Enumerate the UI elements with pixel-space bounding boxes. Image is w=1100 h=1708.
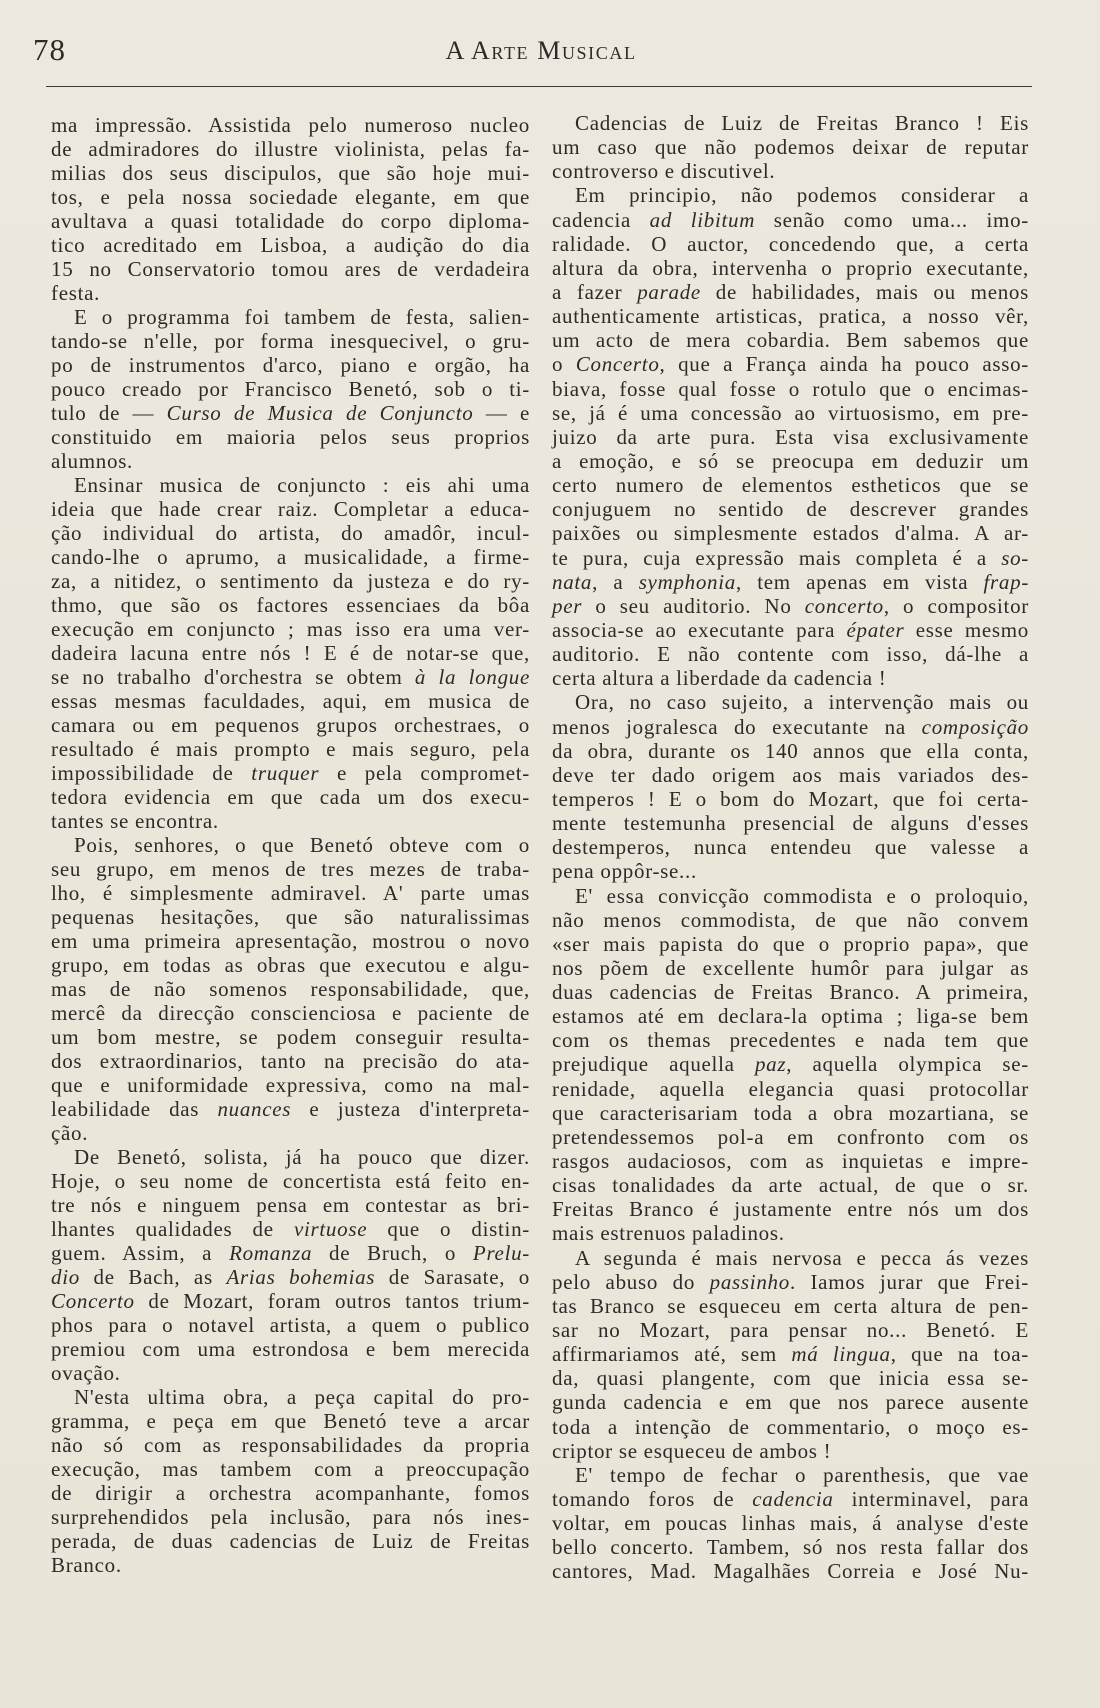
paragraph [51, 1145, 530, 1385]
text-line [51, 761, 530, 785]
text-segment: leabilidade das [51, 1097, 218, 1121]
text-line [552, 1342, 1029, 1366]
text-line: thmo, que são os factores essenciaes da bôa [51, 593, 530, 617]
text-segment: , o compositor [883, 593, 1029, 618]
text-segment: , tem apenas em vista [735, 569, 984, 594]
paragraph [51, 305, 530, 473]
text-segment: tomando foros de [552, 1487, 753, 1512]
text-line: altura da obra, intervenha o proprio executante, [552, 255, 1029, 280]
text-line: seu grupo, em menos de tres mezes de traba- [51, 857, 530, 881]
text-segment: que o distin- [367, 1217, 530, 1241]
text-line [51, 1265, 530, 1289]
text-line: 15 no Conservatorio tomou ares de verdadeira [51, 257, 530, 281]
text-line: rasgos audaciosos, com as inquietas e impre- [552, 1149, 1029, 1174]
paragraph [552, 111, 1029, 183]
text-line: festa. [51, 281, 101, 305]
italic-text: parade [637, 279, 701, 304]
text-line: execução em conjuncto ; mas isso era uma ver- [51, 617, 530, 641]
text-line: tando-se n'elle, por forma inesquecivel, o gru- [51, 329, 530, 353]
italic-text: Concerto [575, 352, 660, 377]
text-line: certa altura a liberdade da cadencia ! [552, 666, 887, 691]
text-line: tos, e pela nossa sociedade elegante, em que [51, 185, 530, 209]
text-line: resultado é mais prompto e mais seguro, pela [51, 737, 530, 761]
italic-text: composição [921, 714, 1029, 739]
italic-text: Romanza [229, 1241, 313, 1265]
paragraph [552, 690, 1029, 883]
text-line: N'esta ultima obra, a peça capital do pro- [74, 1385, 530, 1409]
text-segment: pelo abuso do [552, 1269, 710, 1294]
text-segment: interminavel, para [833, 1487, 1029, 1512]
text-segment: senão como uma... imo- [755, 207, 1029, 232]
text-line: camara ou em pequenos grupos orchestraes, o [51, 713, 530, 737]
text-line: milias dos seus discipulos, que são hoje mui- [51, 161, 530, 185]
text-line: dadeira lacuna entre nós ! E é de notar-se que, [51, 641, 530, 665]
paragraph [51, 833, 530, 1145]
italic-text: virtuose [293, 1217, 368, 1241]
text-line: ção individual do artista, do amadôr, incul- [51, 521, 530, 545]
text-line: estamos até em declara-la optima ; liga-se bem [552, 1004, 1029, 1029]
text-segment: a fazer [552, 279, 638, 304]
paragraph [552, 1246, 1029, 1463]
text-segment: lhantes qualidades de [51, 1217, 294, 1241]
text-line: A segunda é mais nervosa e pecca ás vezes [575, 1245, 1029, 1270]
text-line: da obra, durante os 140 annos que ella conta, [552, 738, 1029, 763]
italic-text: má lingua [791, 1342, 891, 1367]
text-line: cando-lhe o aprumo, a musicalidade, a firme- [51, 545, 530, 569]
text-line: tico acreditado em Lisboa, a audição do dia [51, 233, 530, 257]
text-line [552, 570, 1029, 594]
text-line: Pois, senhores, o que Benetó obteve com o [74, 833, 530, 857]
text-segment: tulo de — [51, 401, 167, 425]
text-line: paixões ou simplesmente estados d'alma. A ar- [552, 521, 1029, 546]
text-line: um acto de mera cobardia. Bem sabemos que [552, 328, 1029, 353]
text-line: constituido em maioria pelos seus proprios [51, 425, 530, 449]
text-line: deve ter dado origem aos mais variados des- [552, 762, 1029, 787]
text-line: pouco creado por Francisco Benetó, sob o ti- [51, 377, 530, 401]
text-line: da, quasi plangente, com que inicia essa se- [552, 1366, 1029, 1391]
italic-text: dio [51, 1265, 80, 1289]
text-line: controverso e discutivel. [552, 159, 776, 184]
text-segment: e justeza d'interpreta- [291, 1097, 530, 1121]
text-line: destemperos, nunca entendeu que valesse a [552, 835, 1029, 860]
text-line: gramma, e peça em que Benetó teve a arcar [51, 1409, 530, 1433]
text-line: za, a nitidez, o sentimento da justeza e do ry- [51, 569, 530, 593]
text-line: mente testemunha presencial de alguns d'esses [552, 811, 1029, 836]
text-line: renidade, aquella elegancia quasi protocollar [552, 1076, 1029, 1101]
text-line: se, já é uma concessão ao virtuosismo, em pre- [552, 400, 1029, 425]
italic-text: per [552, 593, 583, 618]
text-line: auditorio. E não contente com isso, dá-lhe a [552, 642, 1029, 667]
text-segment: prejudique aquella [552, 1052, 755, 1077]
text-line: um caso que não podemos deixar de reputar [552, 135, 1029, 160]
text-line: sar no Mozart, para pensar no... Benetó. E [552, 1318, 1029, 1343]
text-line: phos para o notavel artista, a quem o publico [51, 1313, 530, 1337]
italic-text: Prelu- [472, 1241, 530, 1265]
italic-text: concerto [804, 593, 884, 618]
text-line [51, 1217, 530, 1241]
text-line: tas Branco se esqueceu em certa altura de pen- [552, 1293, 1029, 1318]
text-line: gunda cadencia e em que nos parece ausente [552, 1390, 1029, 1415]
text-line: ralidade. O auctor, concedendo que, a certa [552, 231, 1029, 256]
text-line [51, 1241, 530, 1265]
text-line: po de instrumentos d'arco, piano e orgão, ha [51, 353, 530, 377]
italic-text: Arias bohemias [226, 1265, 376, 1289]
text-segment: de Bach, as [79, 1265, 227, 1289]
text-line [552, 1270, 1029, 1294]
text-line [552, 594, 1029, 618]
text-segment: cadencia [552, 207, 650, 232]
text-line: certo numero de elementos estheticos que se [552, 473, 1029, 498]
text-line: grupo, em todas as obras que executou e algu- [51, 953, 530, 977]
text-segment: , a [592, 569, 639, 594]
text-line: alumnos. [51, 449, 134, 473]
text-line: execução, mas tambem com a preoccupação [51, 1457, 530, 1481]
text-line: conjuguem no sentido de descrever grandes [552, 497, 1029, 522]
text-segment: guem. Assim, a [51, 1241, 230, 1265]
paragraph [552, 884, 1029, 1246]
text-line: juizo da arte pura. Esta visa exclusivamente [552, 424, 1029, 449]
text-line: ma impressão. Assistida pelo numeroso nucleo [51, 113, 530, 137]
text-line: duas cadencias de Freitas Branco. A primeira, [552, 980, 1029, 1005]
text-line: Cadencias de Luiz de Freitas Branco ! Eis [575, 111, 1029, 135]
text-line: em uma primeira apresentação, mostrou o novo [51, 929, 530, 953]
text-line: criptor se esqueceu de ambos ! [552, 1438, 832, 1463]
text-line [552, 208, 1029, 232]
text-line: de admiradores do illustre violinista, pelas fa- [51, 137, 530, 161]
text-segment: e pela compromet- [319, 761, 530, 785]
text-line: dos extraordinarios, tanto na precisão do ata- [51, 1049, 530, 1073]
paragraph [51, 473, 530, 833]
text-line: que e uniformidade expressiva, como na mal- [51, 1073, 530, 1097]
text-line [552, 1487, 1029, 1511]
text-segment: de habilidades, mais ou menos [700, 279, 1029, 304]
text-line: com os themas precedentes e nada tem que [552, 1028, 1029, 1053]
text-segment: — e [473, 401, 530, 425]
italic-text: frap- [983, 569, 1030, 594]
italic-text: nata [552, 569, 593, 594]
text-line: tantes se encontra. [51, 809, 219, 833]
italic-text: épater [846, 617, 905, 642]
italic-text: passinho [709, 1269, 790, 1294]
text-line: essas mesmas faculdades, aqui, em musica de [51, 689, 530, 713]
text-line: temperos ! E o bom do Mozart, que foi certa- [552, 786, 1029, 811]
text-line [51, 401, 530, 425]
text-line [552, 352, 1029, 376]
text-line: mas de não somenos responsabilidade, que, [51, 977, 530, 1001]
text-line: Hoje, o seu nome de concertista está feito en- [51, 1169, 530, 1193]
italic-text: symphonia [638, 569, 736, 594]
text-line: toda a intenção de commentario, o moço es- [552, 1414, 1029, 1439]
right-column [552, 111, 1029, 1584]
text-segment: impossibilidade de [51, 761, 252, 785]
text-line: pequenas hesitações, que são naturalissimas [51, 905, 530, 929]
text-line: não só com as responsabilidades da propria [51, 1433, 530, 1457]
text-line: Freitas Branco é justamente entre nós um dos [552, 1197, 1029, 1222]
text-line: a emoção, e só se preocupa em deduzir um [552, 448, 1029, 473]
page-number: 78 [33, 32, 66, 67]
text-line: nos põem de excellente humôr para julgar as [552, 955, 1029, 980]
text-line: mercê da direcção conscienciosa e paciente de [51, 1001, 530, 1025]
text-line: ovação. [51, 1361, 121, 1385]
text-line: lho, é simplesmente admiravel. A' parte umas [51, 881, 530, 905]
paragraph [552, 1463, 1029, 1584]
text-line [51, 665, 530, 689]
text-line: Ensinar musica de conjuncto : eis ahi uma [74, 473, 530, 497]
text-line: E' tempo de fechar o parenthesis, que vae [575, 1462, 1029, 1487]
text-line: E' essa convicção commodista e o proloquio, [575, 883, 1029, 908]
italic-text: Concerto [51, 1289, 135, 1313]
italic-text: so- [1001, 545, 1029, 570]
text-line [552, 280, 1029, 304]
text-line [552, 546, 1029, 570]
running-title: A Arte Musical [445, 36, 637, 65]
text-segment: , que na toa- [890, 1342, 1029, 1367]
text-line: mais estrenuos paladinos. [552, 1221, 785, 1246]
text-segment: te pura, cuja expressão mais completa é a [552, 545, 1002, 570]
text-segment: se no trabalho d'orchestra se obtem [51, 665, 415, 689]
text-line: de dirigir a orchestra acompanhante, fomos [51, 1481, 530, 1505]
text-segment: affirmariamos até, sem [552, 1342, 792, 1367]
text-line [51, 1097, 530, 1121]
text-line: De Benetó, solista, já ha pouco que dizer. [74, 1145, 530, 1169]
text-segment: , que a França ainda ha pouco asso- [659, 352, 1029, 377]
text-line: ção. [51, 1121, 89, 1145]
italic-text: Curso de Musica de Conjuncto [166, 401, 474, 425]
text-line: «ser mais papista do que o proprio papa», que [552, 931, 1029, 956]
left-column [51, 113, 530, 1577]
text-line [51, 1289, 530, 1313]
text-line: perada, de duas cadencias de Luiz de Freitas [51, 1529, 530, 1553]
paragraph [51, 1385, 530, 1577]
text-line: tre nós e ninguem pensa em contestar as bri- [51, 1193, 530, 1217]
italic-text: cadencia [752, 1487, 834, 1512]
text-segment: de Mozart, foram outros tantos trium- [134, 1289, 530, 1313]
header-rule [46, 86, 1032, 87]
italic-text: à la longue [414, 665, 530, 689]
text-line: bello concerto. Tambem, só nos resta fallar dos [552, 1535, 1029, 1560]
text-line: cantores, Mad. Magalhães Correia e José Nu- [552, 1559, 1029, 1584]
text-segment: . Iamos jurar que Frei- [789, 1269, 1029, 1294]
italic-text: truquer [251, 761, 320, 785]
text-line: não menos commodista, de que não convem [552, 907, 1029, 932]
text-line: Branco. [51, 1553, 122, 1577]
text-line: que caracterisariam toda a obra mozartiana, se [552, 1100, 1029, 1125]
italic-text: nuances [217, 1097, 292, 1121]
text-line: um bom mestre, se podem conseguir resulta- [51, 1025, 530, 1049]
text-line: avultava a quasi totalidade do corpo diploma- [51, 209, 530, 233]
text-line: Em principio, não podemos considerar a [575, 183, 1029, 208]
text-segment: menos jogralesca do executante na [552, 714, 922, 739]
paragraph [51, 113, 530, 305]
text-line: tedora evidencia em que cada um dos execu- [51, 785, 530, 809]
text-line: ideia que hade crear raiz. Completar a educa- [51, 497, 530, 521]
text-segment: o [552, 352, 576, 377]
text-line: E o programma foi tambem de festa, salien- [74, 305, 530, 329]
text-line: premiou com uma estrondosa e bem merecida [51, 1337, 530, 1361]
text-line: cisas tonalidades da arte actual, de que o sr. [552, 1173, 1029, 1198]
text-line: pena oppôr-se... [552, 859, 697, 884]
text-line: voltar, em poucas linhas mais, á analyse d'este [552, 1511, 1029, 1536]
text-line [552, 618, 1029, 642]
text-line [552, 715, 1029, 739]
text-line: biava, fosse qual fosse o rotulo que o encimas- [552, 376, 1029, 401]
text-segment: associa-se ao executante para [552, 617, 847, 642]
paragraph [552, 183, 1029, 690]
text-segment: esse mesmo [904, 617, 1029, 642]
text-segment: de Bruch, o [312, 1241, 473, 1265]
text-line: surprehendidos pela inclusão, para nós ines- [51, 1505, 530, 1529]
text-line: authenticamente artisticas, pratica, a nosso vêr, [552, 304, 1029, 329]
text-segment: , aquella olympica se- [786, 1052, 1029, 1077]
text-line [552, 1052, 1029, 1076]
italic-text: paz [754, 1052, 787, 1077]
italic-text: ad libitum [649, 207, 756, 232]
text-segment: o seu auditorio. No [582, 593, 805, 618]
text-line: pretendessemos pol-a em confronto com os [552, 1124, 1029, 1149]
text-line: Ora, no caso sujeito, a intervenção mais ou [575, 690, 1029, 715]
text-segment: de Sarasate, o [375, 1265, 530, 1289]
